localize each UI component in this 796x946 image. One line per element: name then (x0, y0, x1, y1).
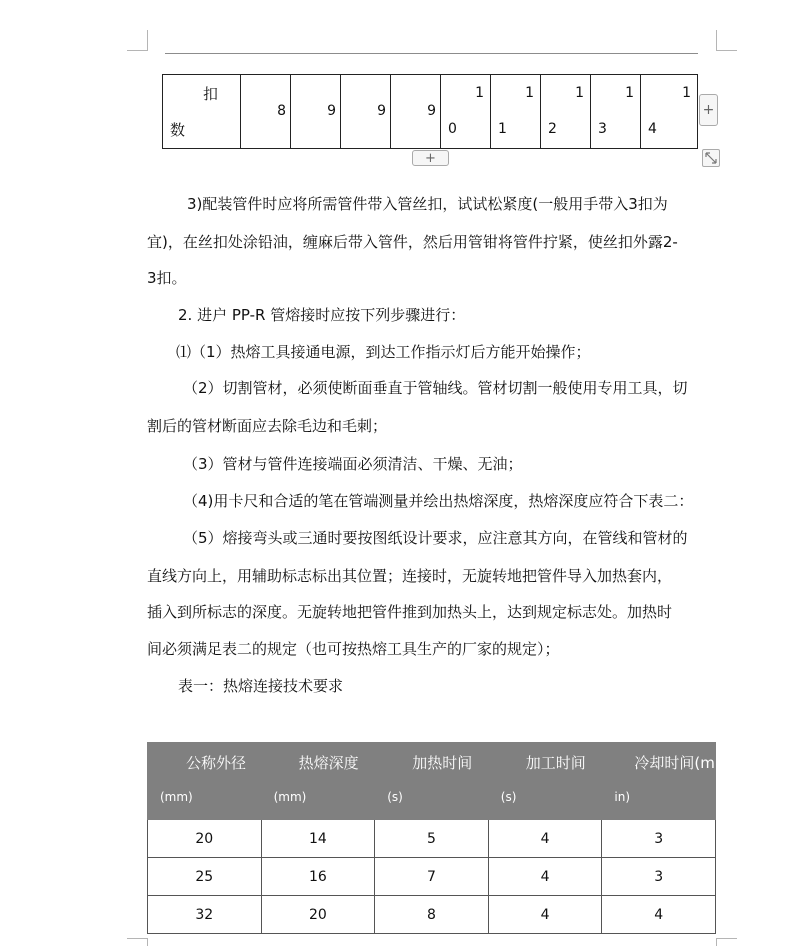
resize-arrows-icon (703, 150, 719, 166)
table-cell[interactable]: 4 (488, 858, 602, 896)
table-header-cell[interactable] (148, 743, 262, 820)
table-caption: 表一：热熔连接技术要求 (178, 677, 344, 695)
table-cell[interactable] (591, 75, 641, 149)
body-paragraph: 3)配装管件时应将所需管件带入管丝扣，试试松紧度(一般用手带入3扣为 (187, 195, 668, 213)
cell-text: 9 (327, 103, 336, 119)
table-cell[interactable] (163, 75, 241, 149)
cell-text: 数 (170, 121, 186, 139)
table-cell[interactable]: 7 (375, 858, 489, 896)
cell-text: 2 (548, 121, 557, 137)
body-paragraph: 间必须满足表二的规定（也可按热熔工具生产的厂家的规定）； (147, 640, 560, 658)
header-text: 热熔深度 (298, 754, 359, 772)
cell-text: 1 (625, 85, 634, 101)
table-cell[interactable]: 4 (488, 896, 602, 934)
body-paragraph: 直线方向上，用辅助标志标出其位置；连接时，无旋转地把管件导入加热套内， (147, 567, 673, 585)
table-cell[interactable]: 14 (261, 820, 375, 858)
header-unit: (s) (387, 790, 403, 804)
cell-text: 0 (448, 121, 457, 137)
body-paragraph: ⑴（1）热熔工具接通电源，到达工作指示灯后方能开始操作； (176, 343, 591, 361)
table-row (148, 820, 716, 858)
body-paragraph: （4)用卡尺和合适的笔在管端测量并绘出热熔深度，热熔深度应符合下表二： (183, 492, 694, 510)
header-text: 公称外径 (186, 754, 247, 772)
table-row (148, 858, 716, 896)
cell-text: 3 (598, 121, 607, 137)
cell-text: 扣 (203, 85, 219, 103)
table-row (163, 75, 698, 149)
body-paragraph: （2）切割管材，必须使断面垂直于管轴线。管材切割一般使用专用工具，切 (183, 379, 688, 397)
header-text: 加热时间 (412, 754, 473, 772)
body-paragraph: （3）管材与管件连接端面必须清洁、干燥、无油； (183, 455, 523, 473)
header-unit: (mm) (273, 790, 307, 804)
table-header-row (148, 743, 716, 820)
page-corner-mark (127, 30, 148, 51)
thread-count-table (162, 74, 698, 149)
cell-text: 1 (682, 85, 691, 101)
header-rule (165, 53, 698, 54)
hot-melt-spec-table (147, 742, 716, 934)
table-resize-handle[interactable] (702, 149, 720, 167)
body-paragraph: 割后的管材断面应去除毛边和毛刺； (147, 417, 388, 435)
table-header-cell[interactable] (375, 743, 489, 820)
table-cell[interactable]: 3 (602, 858, 716, 896)
table-cell[interactable] (491, 75, 541, 149)
table-cell[interactable] (341, 75, 391, 149)
table-cell[interactable]: 20 (148, 820, 262, 858)
table-cell[interactable] (391, 75, 441, 149)
cell-text: 4 (648, 121, 657, 137)
table-row (148, 896, 716, 934)
page-corner-mark (716, 30, 737, 51)
cell-text: 9 (377, 103, 386, 119)
body-paragraph: 3扣。 (147, 269, 187, 287)
header-unit: in) (614, 790, 630, 804)
header-unit: (mm) (160, 790, 193, 804)
table-header-cell[interactable] (488, 743, 602, 820)
table-header-cell[interactable] (602, 743, 716, 820)
cell-text: 1 (575, 85, 584, 101)
body-paragraph: 宜)，在丝扣处涂铅油，缠麻后带入管件，然后用管钳将管件拧紧，使丝扣外露2- (147, 233, 678, 251)
table-cell[interactable]: 3 (602, 820, 716, 858)
table-cell[interactable]: 32 (148, 896, 262, 934)
add-column-button[interactable]: + (699, 94, 718, 126)
header-text: 加工时间 (525, 754, 586, 772)
table-cell[interactable] (441, 75, 491, 149)
table-cell[interactable] (541, 75, 591, 149)
table-cell[interactable]: 4 (602, 896, 716, 934)
table-cell[interactable] (241, 75, 291, 149)
table-cell[interactable]: 16 (261, 858, 375, 896)
body-paragraph: 2. 进户 PP-R 管熔接时应按下列步骤进行： (178, 306, 466, 324)
table-cell[interactable]: 4 (488, 820, 602, 858)
cell-text: 1 (475, 85, 484, 101)
body-paragraph: 插入到所标志的深度。无旋转地把管件推到加热头上，达到规定标志处。加热时 (147, 603, 673, 621)
cell-text: 1 (498, 121, 507, 137)
table-cell[interactable]: 20 (261, 896, 375, 934)
cell-text: 8 (277, 103, 286, 119)
cell-text: 1 (525, 85, 534, 101)
table-cell[interactable] (641, 75, 698, 149)
table-cell[interactable]: 25 (148, 858, 262, 896)
table-cell[interactable] (291, 75, 341, 149)
header-text: 冷却时间(m (634, 754, 715, 772)
table-cell[interactable]: 5 (375, 820, 489, 858)
body-paragraph: （5）熔接弯头或三通时要按图纸设计要求，应注意其方向，在管线和管材的 (183, 529, 688, 547)
table-header-cell[interactable] (261, 743, 375, 820)
header-unit: (s) (500, 790, 517, 804)
add-row-button[interactable]: + (412, 150, 449, 166)
cell-text: 9 (427, 103, 436, 119)
table-cell[interactable]: 8 (375, 896, 489, 934)
